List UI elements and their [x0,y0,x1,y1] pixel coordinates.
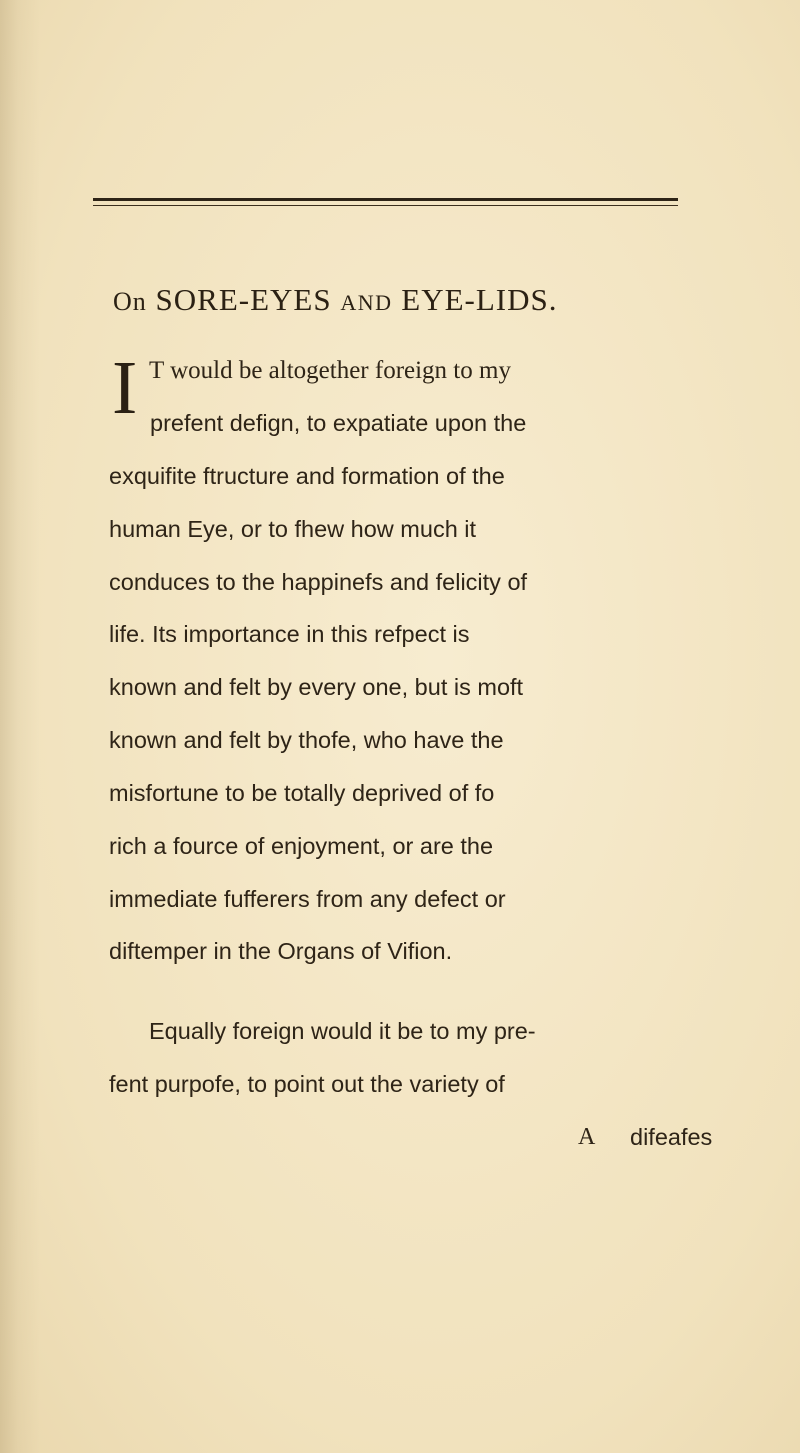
drop-cap: I [112,346,138,430]
header-rule-thin [93,205,678,206]
paragraph1-line-10: rich a fource of enjoyment, or are the [109,833,494,859]
signature-mark: A [578,1124,596,1150]
paragraph1-line-12: diftemper in the Organs of Vifion. [109,938,453,964]
chapter-heading [113,282,733,318]
paragraph1-line-5: conduces to the happinefs and felicity of [109,569,528,595]
paragraph1-line-3: exquifite ftructure and formation of the [109,463,505,489]
paragraph1-line-4: human Eye, or to fhew how much it [109,516,477,542]
paragraph1-line-9: misfortune to be totally deprived of fo [109,780,495,806]
paragraph1-line-7: known and felt by every one, but is moft [109,674,524,700]
catchword: difeafes [630,1124,713,1150]
paragraph1-line-11: immediate fufferers from any defect or [109,886,506,912]
paragraph2-line-1: Equally foreign would it be to my pre- [149,1018,536,1044]
paragraph1-line-8: known and felt by thofe, who have the [109,727,504,753]
paragraph1-line-1: T would be altogether foreign to my [149,357,511,384]
paragraph2-line-2: fent purpofe, to point out the variety of [109,1071,505,1097]
heading-title-part1: SORE-EYES [155,282,332,317]
paragraph1-line-2: prefent defign, to expatiate upon the [150,410,527,436]
heading-on: On [113,287,147,316]
paragraph1-line-6: life. Its importance in this refpect is [109,621,470,647]
heading-title-part2: EYE-LIDS. [401,282,558,317]
header-rule-thick [93,198,678,201]
heading-and: AND [340,290,393,315]
